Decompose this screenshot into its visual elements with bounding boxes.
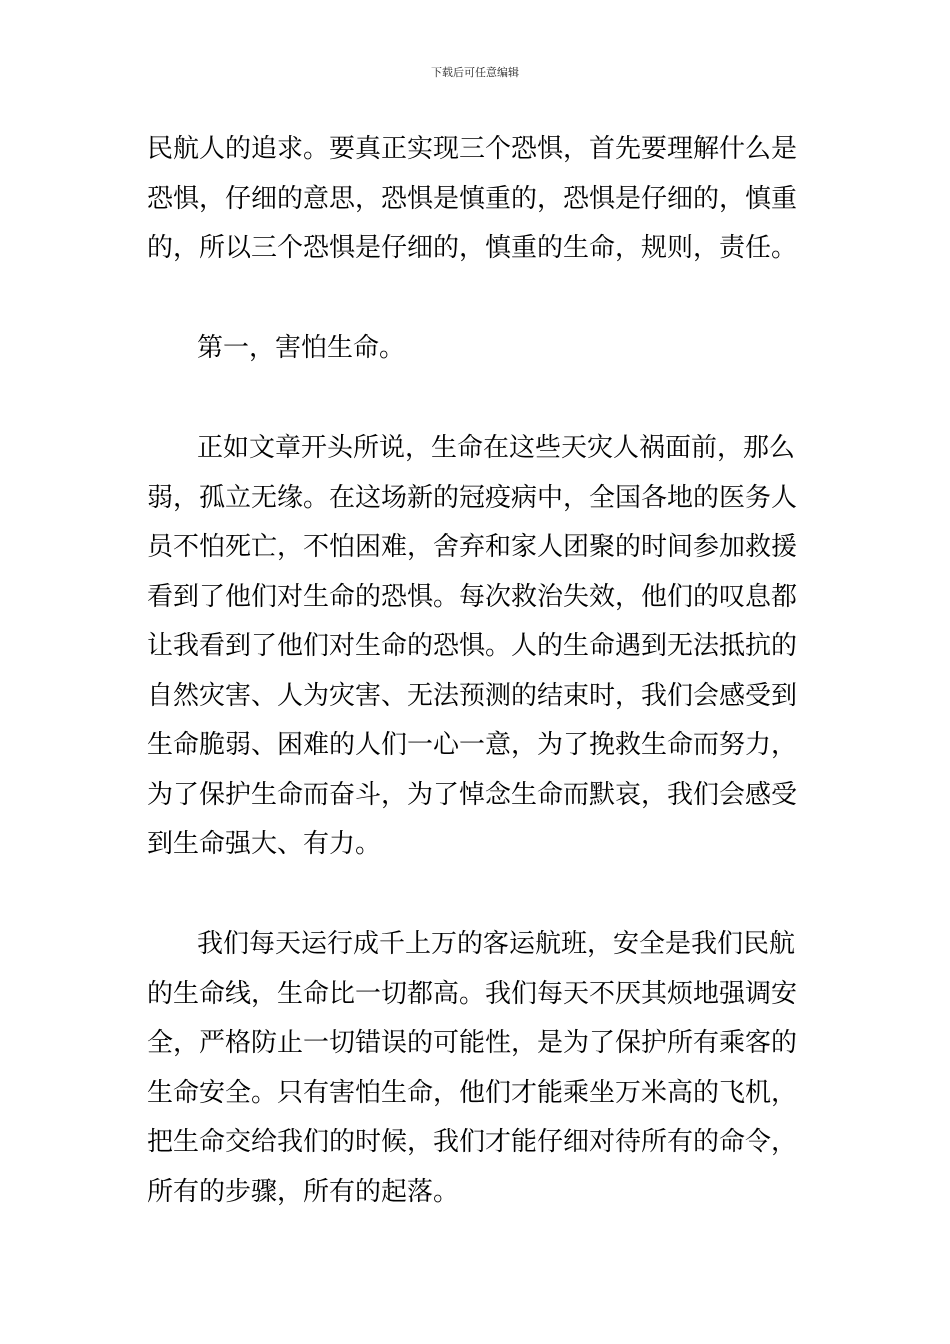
text-line: 正如文章开头所说，生命在这些天灾人祸面前，那么 — [197, 433, 796, 463]
text-line: 民航人的追求。要真正实现三个恐惧，首先要理解什么是 — [147, 134, 798, 164]
text-line: 到生命强大、有力。 — [147, 829, 382, 859]
text-line: 恐惧，仔细的意思，恐惧是慎重的，恐惧是仔细的，慎重 — [147, 183, 798, 214]
paragraph-section-heading — [147, 324, 807, 374]
text-line: 员不怕死亡，不怕困难，舍弃和家人团聚的时间参加救援 — [147, 532, 798, 562]
text-line: 自然灾害、人为灾害、无法预测的结束时，我们会感受到 — [147, 680, 798, 711]
text-line: 把生命交给我们的时候，我们才能仔细对待所有的命令， — [147, 1127, 798, 1157]
text-line: 生命脆弱、困难的人们一心一意，为了挽救生命而努力， — [147, 730, 798, 760]
text-line: 的生命线，生命比一切都高。我们每天不厌其烦地强调安 — [147, 978, 798, 1009]
text-line: 为了保护生命而奋斗，为了悼念生命而默哀，我们会感受 — [147, 779, 798, 810]
text-line: 我们每天运行成千上万的客运航班，安全是我们民航 — [197, 929, 796, 959]
text-line: 所有的步骤，所有的起落。 — [147, 1176, 460, 1207]
text-line: 生命安全。只有害怕生命，他们才能乘坐万米高的飞机， — [147, 1077, 798, 1108]
page-header: 下载后可任意编辑 — [431, 66, 519, 79]
section-heading: 第一，害怕生命。 — [197, 333, 406, 363]
text-line: 全，严格防止一切错误的可能性，是为了保护所有乘客的 — [147, 1028, 798, 1058]
text-line: 的，所以三个恐惧是仔细的，慎重的生命，规则，责任。 — [147, 233, 798, 263]
paragraph-flight-safety — [147, 920, 807, 1217]
text-line: 看到了他们对生命的恐惧。每次救治失效，他们的叹息都 — [147, 581, 798, 612]
paragraph-intro — [147, 125, 807, 274]
text-line: 弱，孤立无缘。在这场新的冠疫病中，全国各地的医务人 — [147, 482, 798, 513]
paragraph-life-fragile — [147, 424, 807, 870]
text-line: 让我看到了他们对生命的恐惧。人的生命遇到无法抵抗的 — [147, 631, 798, 661]
